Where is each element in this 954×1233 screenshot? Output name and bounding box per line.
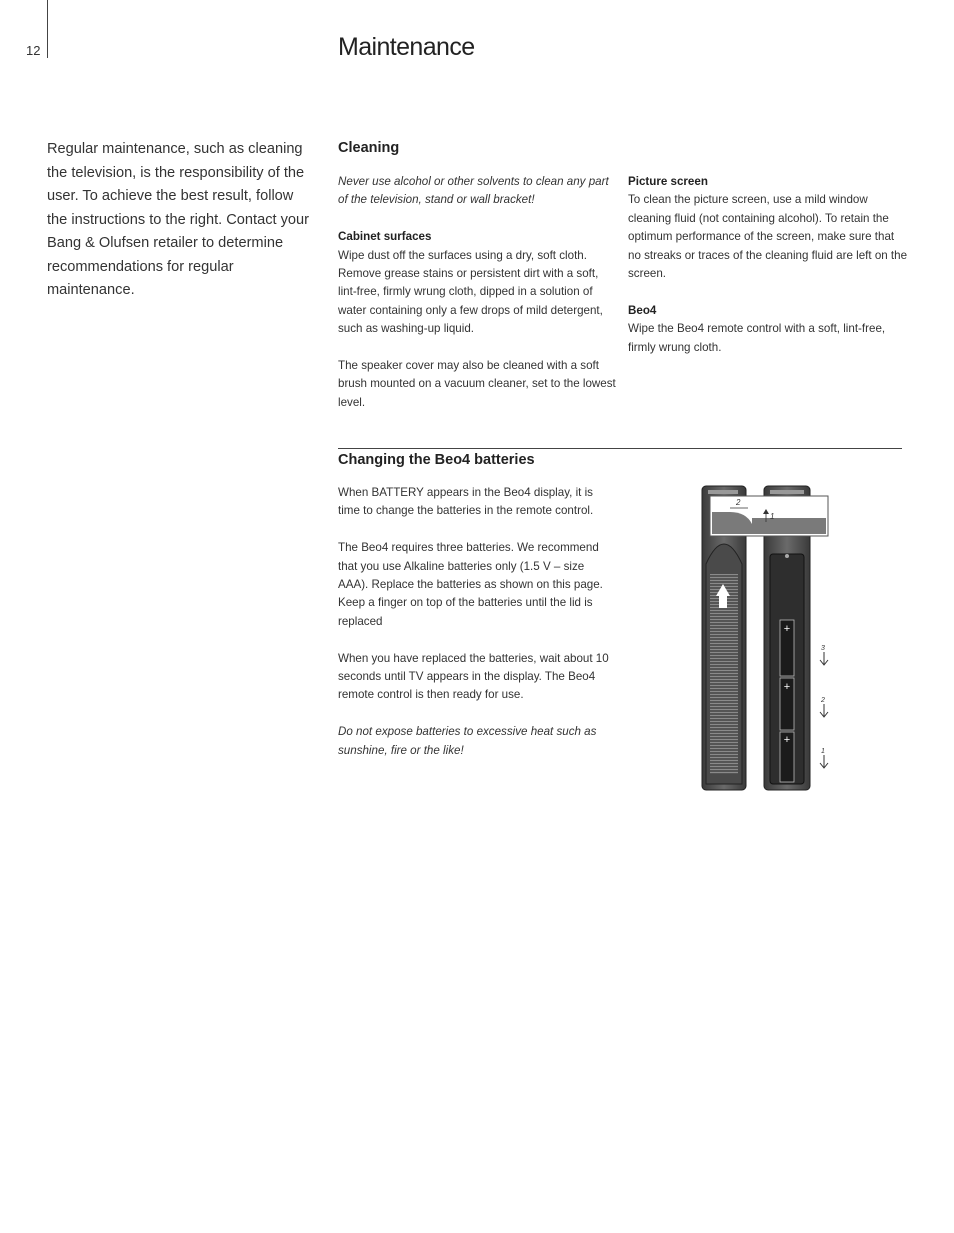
screen-heading: Picture screen [628,175,708,188]
speaker-text: The speaker cover may also be cleaned with a soft brush mounted on a vacuum cleaner, set to the lowest level. [338,359,616,409]
cleaning-warning: Never use alcohol or other solvents to clean any part of the television, stand or wall bracket! [338,175,609,207]
beo4-battery-illustration [700,484,840,794]
page-title: Maintenance [338,33,475,61]
cabinet-text: Wipe dust off the surfaces using a dry, soft cloth. Remove grease stains or persistent dirt with a soft, lint-free, firmly wrung cloth, dipped in a solution of water containing only a few drops of mild detergent, such as washing-up liquid. [338,248,603,336]
intro-paragraph: Regular maintenance, such as cleaning the television, is the responsibility of the user. To achieve the best result, follow the instructions to the right. Contact your Bang & Olufsen retailer to determine recommendations for regular maintenance. [47,141,310,298]
cleaning-column-right [628,173,908,375]
battery-plus-3: + [783,623,791,635]
step-label-2: 2 [821,697,825,704]
batteries-p3: When you have replaced the batteries, wait about 10 seconds until TV appears in the display. The Beo4 remote control is then ready for use. [338,651,609,702]
batteries-p1: When BATTERY appears in the Beo4 display, it is time to change the batteries in the remote control. [338,486,594,518]
section-divider [338,448,902,449]
inset-label-1: 1 [770,512,775,521]
cleaning-heading: Cleaning [338,140,400,156]
beo4-heading: Beo4 [628,303,657,317]
batteries-p2: The Beo4 requires three batteries. We recommend that you use Alkaline batteries only (1.5 V – size AAA). Replace the batteries as shown on this page. Keep a finger on top of the batteries until the lid is replaced [338,541,603,628]
batteries-warning: Do not expose batteries to excessive heat such as sunshine, fire or the like! [338,725,597,757]
cleaning-column-left [338,173,616,431]
page-number: 12 [26,43,41,58]
cabinet-heading: Cabinet surfaces [338,230,432,244]
battery-plus-2: + [783,681,791,693]
header-vertical-rule [47,0,48,58]
step-label-1: 1 [821,748,825,755]
lid-detail-inset [710,496,828,536]
step-label-3: 3 [821,645,825,652]
step-arrows [820,645,828,768]
beo4-text: Wipe the Beo4 remote control with a soft, lint-free, firmly wrung cloth. [628,322,886,354]
batteries-column [338,484,616,778]
inset-label-2: 2 [736,498,741,507]
screen-text: To clean the picture screen, use a mild window cleaning fluid (not containing alcohol). To retain the optimum performance of the screen, make sure that no streaks or traces of the cleaning fluid are left on the screen. [628,193,908,281]
battery-plus-1: + [783,734,791,746]
batteries-heading: Changing the Beo4 batteries [338,452,535,468]
